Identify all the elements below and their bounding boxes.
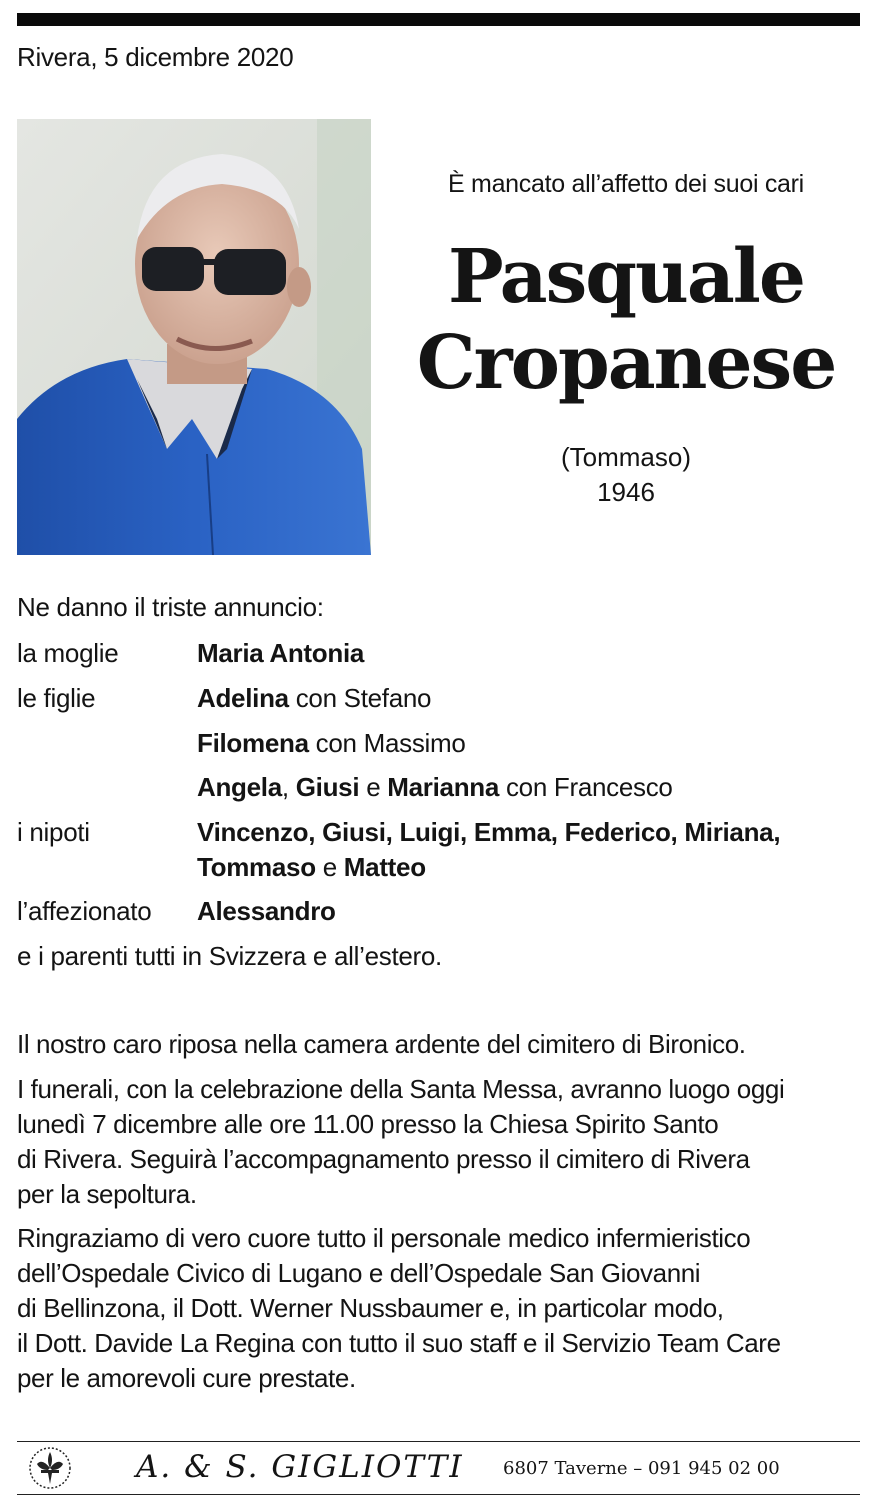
funeral-home-contact: 6807 Taverne – 091 945 02 00 xyxy=(503,1458,780,1479)
relatives-closing: e i parenti tutti in Svizzera e all’estero. xyxy=(17,941,442,971)
relation-nipoti-2 xyxy=(197,852,426,883)
mourner-name: Angela xyxy=(197,772,282,802)
text-line: di Rivera. Seguirà l’accompagnamento presso il cimitero di Rivera xyxy=(17,1144,750,1174)
relation-nipoti-1 xyxy=(197,817,780,848)
announcement-intro: Ne danno il triste annuncio: xyxy=(17,592,324,622)
mourner-partner: con Massimo xyxy=(308,728,466,758)
relation-figlie-1 xyxy=(197,683,431,714)
footer-bottom-rule xyxy=(17,1494,860,1495)
mourner-names: Vincenzo, Giusi, Luigi, Emma, Federico, Miriana, xyxy=(197,817,781,847)
mourner-name: Alessandro xyxy=(197,896,336,926)
fleur-de-lis-icon xyxy=(28,1446,72,1490)
relation-label-affezionato: l’affezionato xyxy=(17,896,152,926)
mourner-name: Matteo xyxy=(343,852,426,882)
text-line: per la sepoltura. xyxy=(17,1179,197,1209)
paragraph-funerali xyxy=(17,1072,857,1212)
text-line: per le amorevoli cure prestate. xyxy=(17,1363,356,1393)
deceased-last-name: Cropanese xyxy=(416,320,836,406)
mourner-name: Adelina xyxy=(197,683,289,713)
deceased-first-name: Pasquale xyxy=(448,234,804,320)
mourner-name: Giusi xyxy=(295,772,360,802)
intro-text: È mancato all’affetto dei suoi cari xyxy=(448,170,804,198)
deceased-nickname: (Tommaso) xyxy=(560,442,691,472)
place-date: Rivera, 5 dicembre 2020 xyxy=(17,42,294,72)
separator: , xyxy=(281,772,296,802)
mourner-name: Marianna xyxy=(387,772,500,802)
separator: e xyxy=(359,772,388,802)
text-line: di Bellinzona, il Dott. Werner Nussbaumer e, in particolar modo, xyxy=(17,1293,724,1323)
top-rule xyxy=(17,13,860,26)
separator: e xyxy=(315,852,344,882)
mourner-name: Maria Antonia xyxy=(197,638,365,668)
birth-year: 1946 xyxy=(597,477,655,507)
footer-top-rule xyxy=(17,1441,860,1442)
relation-label-figlie: le figlie xyxy=(17,683,96,713)
mourner-name: Tommaso xyxy=(197,852,316,882)
relation-moglie xyxy=(197,638,364,669)
relation-affezionato xyxy=(197,896,336,927)
relation-figlie-3 xyxy=(197,772,673,803)
mourner-partner: con Stefano xyxy=(288,683,432,713)
relation-label-moglie: la moglie xyxy=(17,638,119,668)
mourner-name: Filomena xyxy=(197,728,309,758)
mourner-partner: con Francesco xyxy=(499,772,673,802)
funeral-home-name: A. & S. GIGLIOTTI xyxy=(136,1449,464,1485)
text-line: I funerali, con la celebrazione della Santa Messa, avranno luogo oggi xyxy=(17,1074,785,1104)
relation-label-nipoti: i nipoti xyxy=(17,817,90,847)
text-line: dell’Ospedale Civico di Lugano e dell’Ospedale San Giovanni xyxy=(17,1258,701,1288)
portrait-photo xyxy=(17,119,371,555)
paragraph-ringraziamenti xyxy=(17,1221,857,1396)
text-line: Il nostro caro riposa nella camera ardente del cimitero di Bironico. xyxy=(17,1029,746,1059)
text-line: lunedì 7 dicembre alle ore 11.00 presso la Chiesa Spirito Santo xyxy=(17,1109,719,1139)
text-line: Ringraziamo di vero cuore tutto il personale medico infermieristico xyxy=(17,1223,751,1253)
relation-figlie-2 xyxy=(197,728,466,759)
paragraph-camera-ardente xyxy=(17,1027,857,1062)
text-line: il Dott. Davide La Regina con tutto il suo staff e il Servizio Team Care xyxy=(17,1328,781,1358)
